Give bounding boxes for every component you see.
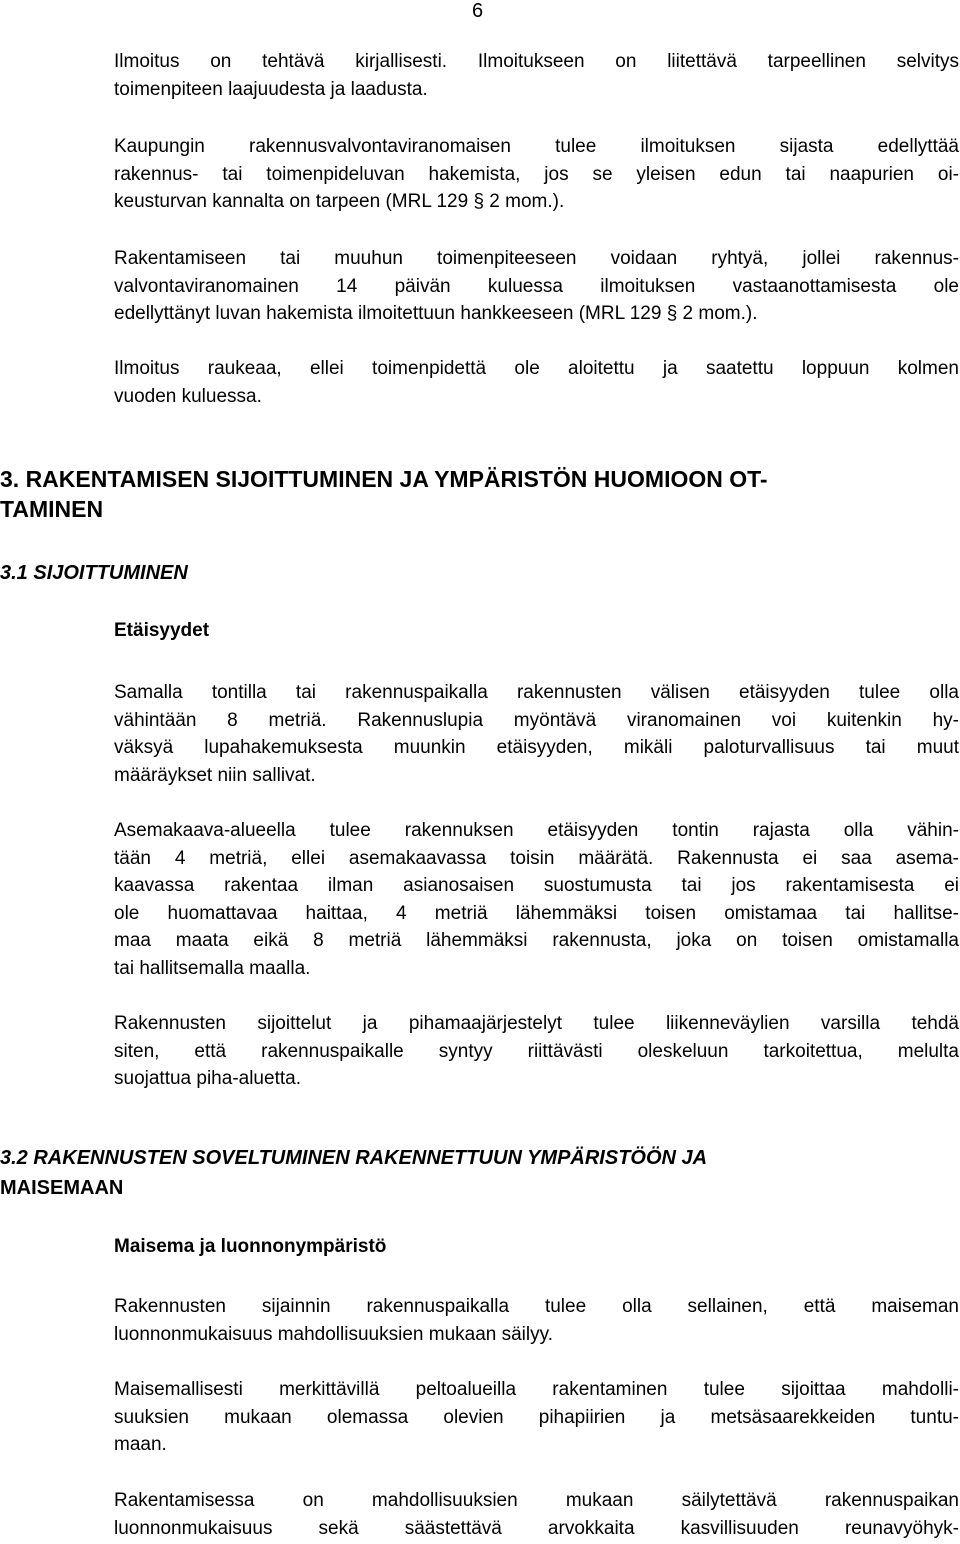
text-line: rakennus- tai toimenpideluvan hakemista, jos se yleisen edun tai naapurien oi-	[114, 163, 959, 185]
page-number: 6	[472, 0, 484, 22]
text-line: luonnonmukaisuus mahdollisuuksien mukaan säilyy.	[114, 1323, 553, 1345]
paragraph-sijoittelut-liikennevaylat	[114, 1010, 959, 1093]
section-heading-3-2	[0, 1143, 707, 1203]
text-line: Ilmoitus raukeaa, ellei toimenpidettä ole aloitettu ja saatettu loppuun kolmen	[114, 358, 959, 379]
paragraph-rakennusten-sijainti	[114, 1293, 959, 1348]
text-line: Maisemallisesti merkittävillä peltoalueilla rakentaminen tulee sijoittaa mahdolli-	[114, 1379, 959, 1400]
text-line: Rakentamiseen tai muuhun toimenpiteeseen voidaan ryhtyä, jollei rakennus-	[114, 248, 959, 269]
paragraph-ilmoitus-raukeaa	[114, 355, 959, 410]
text-line: Samalla tontilla tai rakennuspaikalla rakennusten välisen etäisyyden tulee olla	[114, 682, 959, 703]
text-line: Ilmoitus on tehtävä kirjallisesti. Ilmoitukseen on liitettävä tarpeellinen selvitys	[114, 51, 959, 72]
subheading-maisema: Maisema ja luonnonympäristö	[114, 1236, 387, 1257]
text-line: Rakennusten sijainnin rakennuspaikalla tulee olla sellainen, että maiseman	[114, 1296, 959, 1317]
heading-line: 3. RAKENTAMISEN SIJOITTUMINEN JA YMPÄRISTÖN HUOMIOON OT-	[0, 466, 768, 492]
heading-line: TAMINEN	[0, 496, 104, 522]
section-heading-3	[0, 464, 940, 524]
paragraph-luvan-hakeminen	[114, 133, 959, 216]
text-line: edellyttänyt luvan hakemista ilmoitettuun hankkeeseen (MRL 129 § 2 mom.).	[114, 303, 758, 325]
text-line: määräykset niin sallivat.	[114, 764, 316, 786]
paragraph-peltoalueet	[114, 1376, 959, 1459]
text-line: tään 4 metriä, ellei asemakaavassa toisin määrätä. Rakennusta ei saa asema-	[114, 847, 959, 869]
text-line: valvontaviranomainen 14 päivän kuluessa ilmoituksen vastaanottamisesta ole	[114, 275, 959, 297]
heading-line: 3.2 RAKENNUSTEN SOVELTUMINEN RAKENNETTUUN YMPÄRISTÖÖN JA	[0, 1147, 708, 1169]
text-line: vuoden kuluessa.	[114, 385, 262, 407]
text-line: toimenpiteen laajuudesta ja laadusta.	[114, 78, 428, 100]
paragraph-asemakaava-alue	[114, 817, 959, 983]
paragraph-rakennusten-valinen-etaisyys	[114, 679, 959, 789]
text-line: Rakentamisessa on mahdollisuuksien mukaan säilytettävä rakennuspaikan	[114, 1490, 959, 1511]
subheading-etaisyydet: Etäisyydet	[114, 620, 210, 641]
text-line: suojattua piha-aluetta.	[114, 1068, 301, 1090]
text-line: ole huomattavaa haittaa, 4 metriä lähemmäksi toisen omistamaa tai hallitse-	[114, 902, 959, 924]
text-line: suuksien mukaan olemassa olevien pihapiirien ja metsäsaarekkeiden tuntu-	[114, 1406, 959, 1428]
text-line: Rakennusten sijoittelut ja pihamaajärjestelyt tulee liikenneväylien varsilla tehdä	[114, 1013, 959, 1034]
text-line: maan.	[114, 1434, 167, 1456]
paragraph-ilmoitus-kirjallisesti	[114, 48, 959, 103]
text-line: Kaupungin rakennusvalvontaviranomaisen tulee ilmoituksen sijasta edellyttää	[114, 136, 959, 157]
text-line: maa maata eikä 8 metriä lähemmäksi rakennusta, joka on toisen omistamalla	[114, 930, 959, 952]
heading-line: MAISEMAAN	[0, 1177, 124, 1199]
text-line: tai hallitsemalla maalla.	[114, 957, 311, 979]
text-line: vähintään 8 metriä. Rakennuslupia myöntävä viranomainen voi kuitenkin hy-	[114, 709, 959, 731]
text-line: keusturvan kannalta on tarpeen (MRL 129 § 2 mom.).	[114, 191, 565, 213]
text-line: Asemakaava-alueella tulee rakennuksen etäisyyden tontin rajasta olla vähin-	[114, 820, 959, 841]
section-heading-3-1: 3.1 SIJOITTUMINEN	[0, 562, 188, 584]
text-line: siten, että rakennuspaikalle syntyy riittävästi oleskeluun tarkoitettua, melulta	[114, 1040, 959, 1062]
paragraph-toimenpiteeseen-ryhtyminen	[114, 245, 959, 328]
paragraph-luonnonmukaisuus	[114, 1487, 959, 1542]
text-line: kaavassa rakentaa ilman asianosaisen suostumusta tai jos rakentamisesta ei	[114, 875, 959, 897]
text-line: luonnonmukaisuus sekä säästettävä arvokkaita kasvillisuuden reunavyöhyk-	[114, 1517, 959, 1539]
text-line: väksyä lupahakemuksesta muunkin etäisyyden, mikäli paloturvallisuus tai muut	[114, 737, 959, 759]
